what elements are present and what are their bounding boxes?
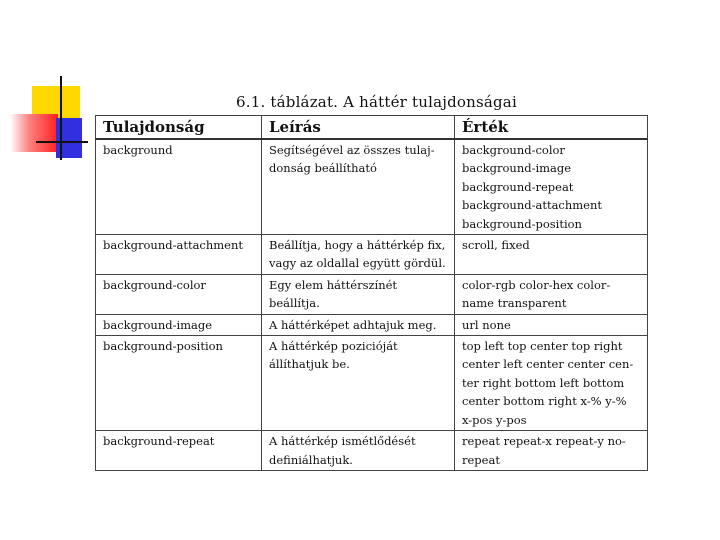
value-item: background-attachment	[462, 198, 603, 213]
table-row	[96, 139, 648, 235]
description-cell: Segítségével az összes tulaj-donság beállítható	[262, 139, 455, 235]
property-cell: background-color	[96, 274, 262, 314]
description-cell: A háttérkép pozicióját állíthatjuk be.	[262, 336, 455, 431]
description-cell: Beállítja, hogy a háttérkép fix, vagy az oldallal együtt gördül.	[262, 235, 455, 275]
value-item: background-color	[462, 143, 565, 157]
horizontal-line	[36, 141, 88, 143]
description-cell: A háttérkép ismétlődését definiálhatjuk.	[262, 431, 455, 471]
table-caption: 6.1. táblázat. A háttér tulajdonságai	[236, 93, 517, 111]
table-row	[96, 235, 648, 275]
property-cell: background	[96, 139, 262, 235]
header-value: Érték	[455, 116, 648, 140]
value-item: repeat repeat-x repeat-y no-repeat	[462, 434, 626, 467]
header-description: Leírás	[262, 116, 455, 140]
table-row	[96, 274, 648, 314]
value-item: top left top center top right center left center center cen-ter right bottom left bottom center bottom right x-% y-% x-pos y-pos	[462, 339, 634, 427]
value-cell	[455, 336, 648, 431]
value-cell	[455, 274, 648, 314]
table-row	[96, 336, 648, 431]
value-item: background-position	[462, 216, 582, 231]
property-cell: background-repeat	[96, 431, 262, 471]
value-cell	[455, 431, 648, 471]
property-cell: background-attachment	[96, 235, 262, 275]
value-item: background-repeat	[462, 179, 574, 194]
header-property: Tulajdonság	[96, 116, 262, 140]
table-header-row	[96, 116, 648, 140]
value-cell	[455, 235, 648, 275]
description-cell: A háttérképet adhtajuk meg.	[262, 314, 455, 335]
description-cell: Egy elem háttérszínét beállítja.	[262, 274, 455, 314]
property-cell: background-image	[96, 314, 262, 335]
table-row	[96, 431, 648, 471]
red-square	[10, 114, 58, 152]
value-cell	[455, 139, 648, 235]
value-cell	[455, 314, 648, 335]
properties-table	[95, 115, 648, 471]
slide-decoration	[0, 0, 100, 170]
table-row	[96, 314, 648, 335]
value-item: url none	[462, 317, 511, 332]
value-item: background-image	[462, 161, 572, 176]
value-item: color-rgb color-hex color-name transparent	[462, 277, 611, 311]
value-item: scroll, fixed	[462, 238, 530, 253]
vertical-line	[60, 76, 62, 160]
property-cell: background-position	[96, 336, 262, 431]
